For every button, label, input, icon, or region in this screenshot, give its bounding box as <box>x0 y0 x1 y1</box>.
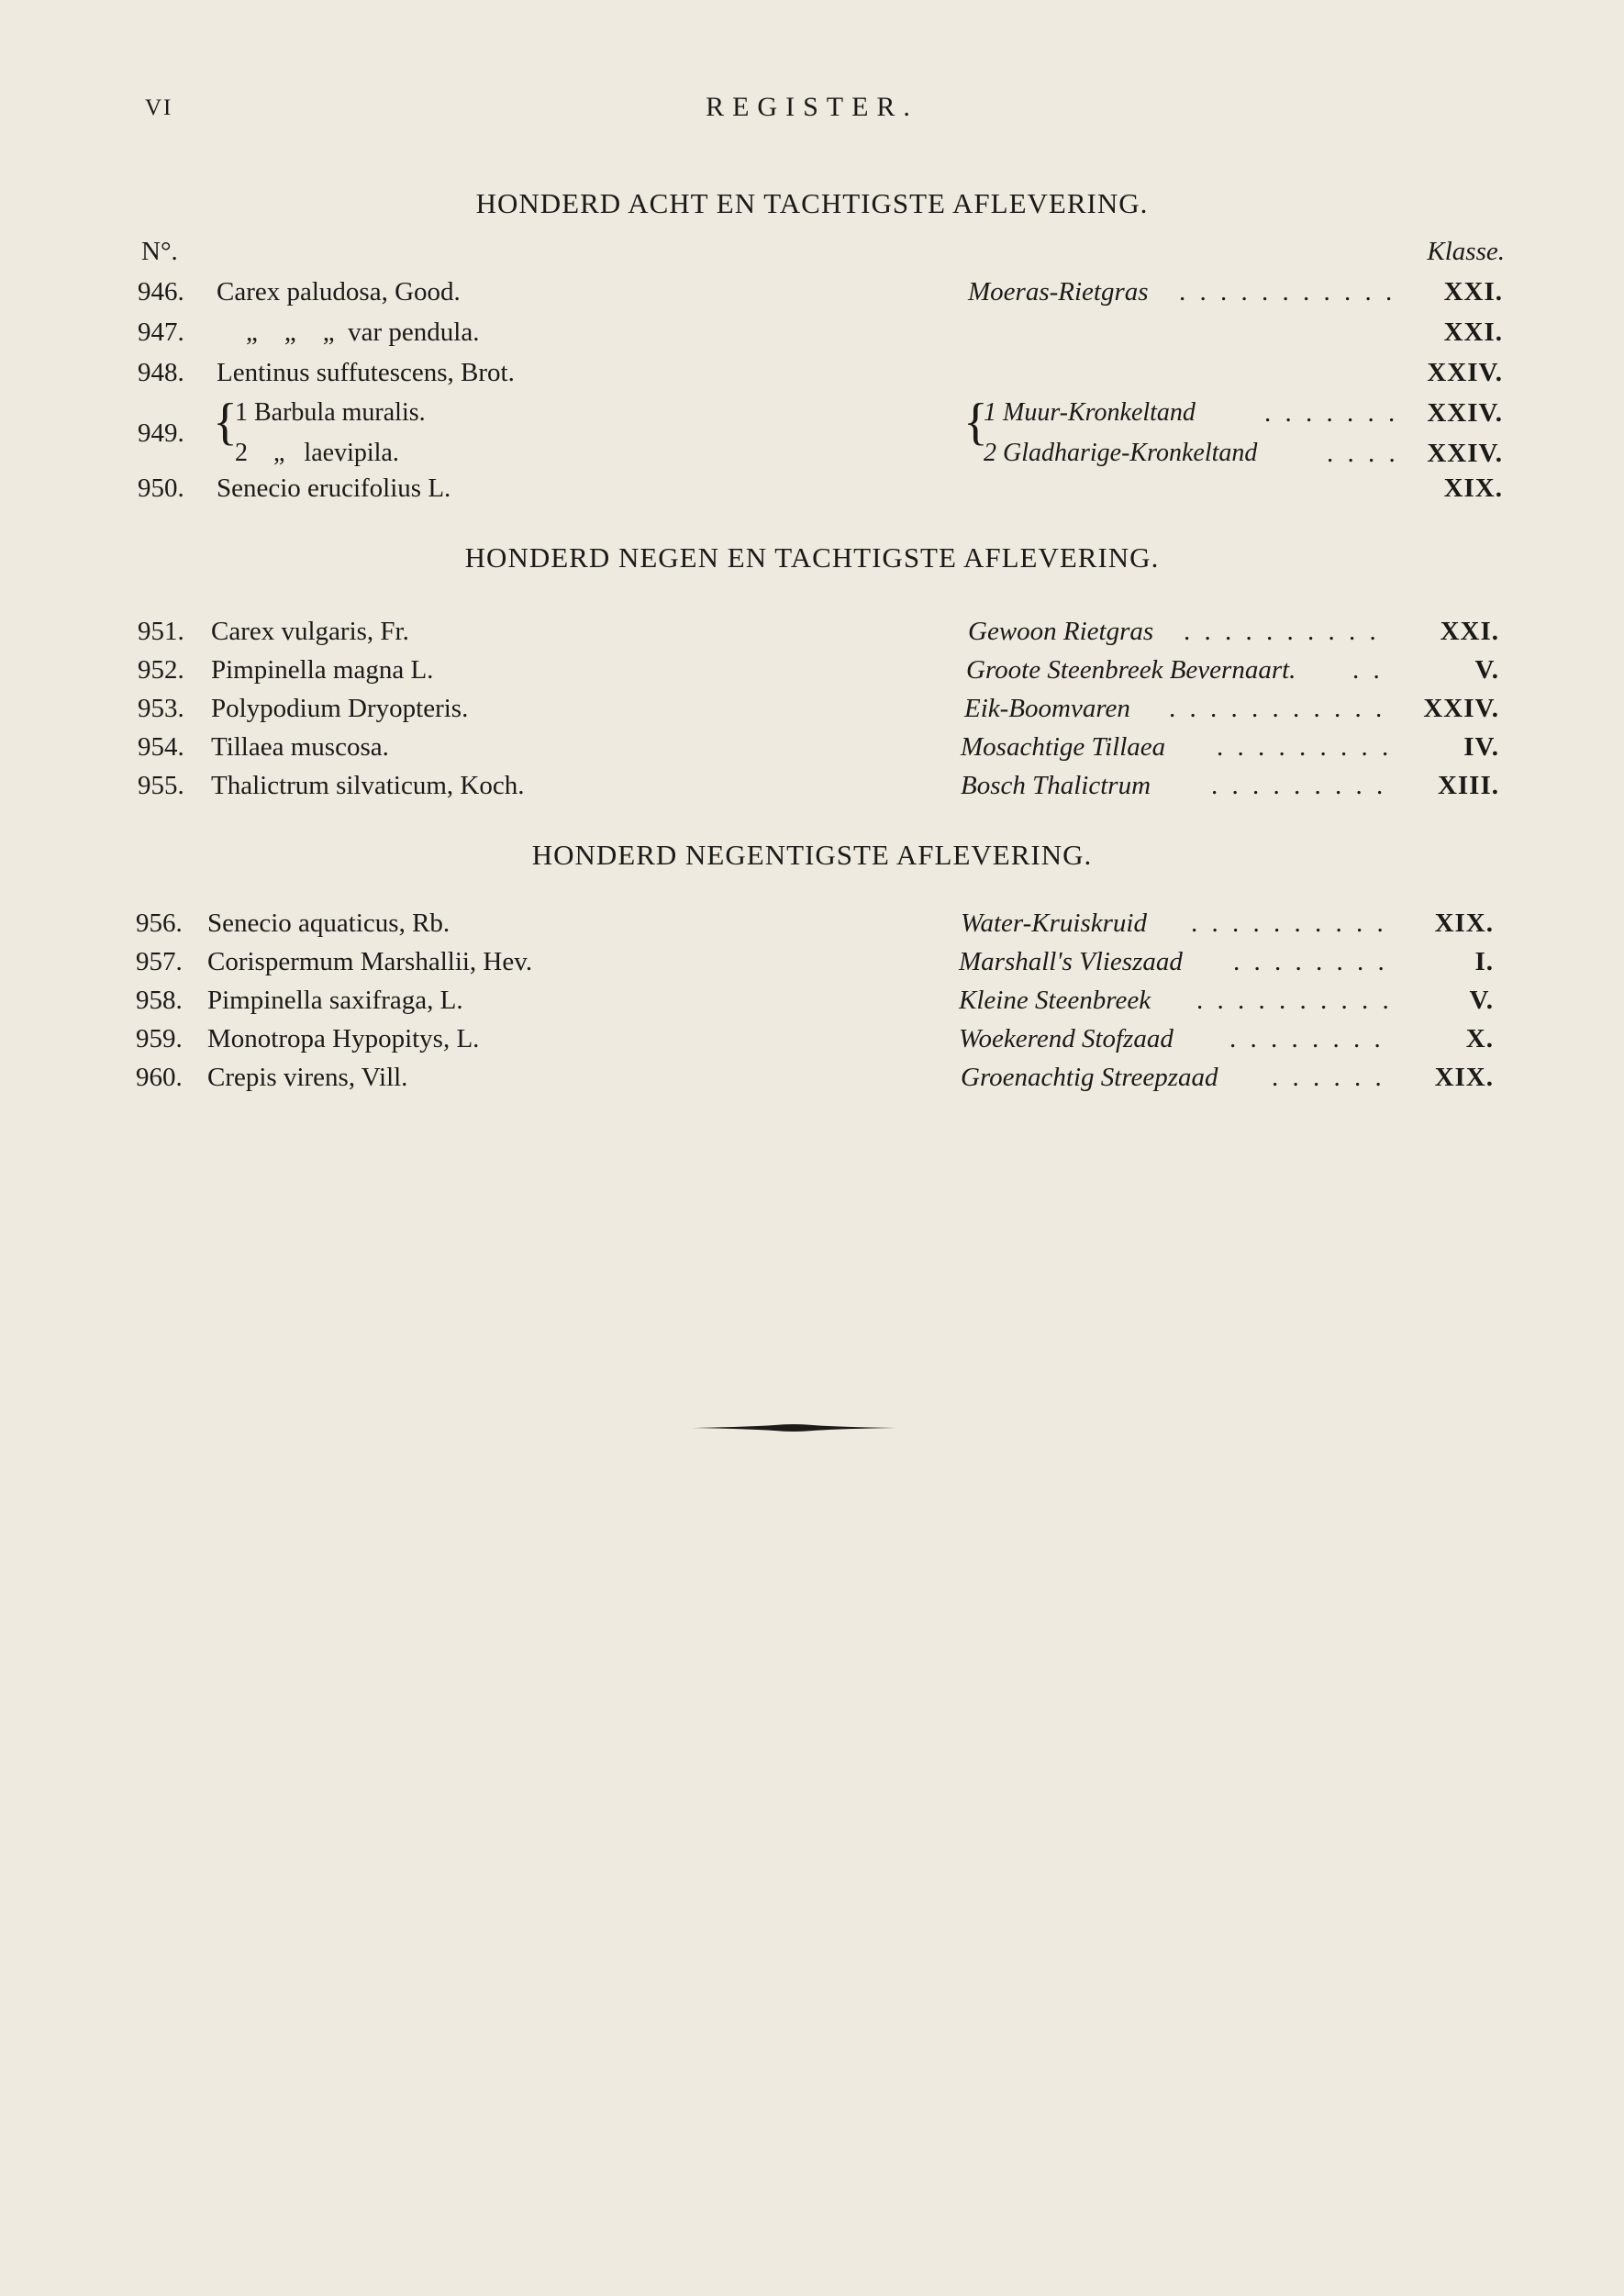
entry-row <box>0 767 1624 804</box>
dutch-name: Water-Kruiskruid <box>961 908 1147 938</box>
dutch-name: Gewoon Rietgras <box>968 617 1154 646</box>
entry-number: 956. <box>136 908 183 938</box>
entry-number: 953. <box>138 694 184 723</box>
entry-row <box>0 273 1624 310</box>
dutch-name: 1 Muur-Kronkeltand <box>984 398 1196 427</box>
latin-name: „ „ „ var pendula. <box>246 318 480 347</box>
class-number: XXIV. <box>1427 398 1503 428</box>
latin-name: Carex vulgaris, Fr. <box>211 617 409 646</box>
entry-number: 957. <box>136 947 183 976</box>
entry-row <box>0 982 1624 1019</box>
entry-row <box>0 943 1624 980</box>
latin-name: Pimpinella magna L. <box>211 655 434 685</box>
class-number: XIX. <box>1434 908 1494 938</box>
class-number: V. <box>1474 655 1499 685</box>
entry-row <box>0 354 1624 391</box>
entry-number: 954. <box>138 732 184 762</box>
entry-number: 949. <box>138 418 184 448</box>
class-number: XXI. <box>1443 277 1503 307</box>
class-number: V. <box>1469 986 1494 1015</box>
leader-dots: . . . . . . . <box>1264 398 1399 428</box>
entry-number: 959. <box>136 1024 183 1053</box>
entry-row <box>0 690 1624 727</box>
entry-row <box>0 613 1624 650</box>
entry-row <box>0 1059 1624 1096</box>
leader-dots: . . . . <box>1327 439 1399 468</box>
entry-number: 951. <box>138 617 184 646</box>
right-brace: { <box>963 394 988 451</box>
section-title-188: HONDERD ACHT EN TACHTIGSTE AFLEVERING. <box>475 187 1149 219</box>
entry-row-paired <box>0 395 1624 475</box>
dutch-name: Mosachtige Tillaea <box>961 732 1166 762</box>
dutch-name: Moeras-Rietgras <box>968 277 1149 307</box>
entry-number: 946. <box>138 277 184 307</box>
dutch-name: Marshall's Vlieszaad <box>959 947 1183 976</box>
class-number: XIX. <box>1434 1063 1494 1092</box>
latin-name: Lentinus suffutescens, Brot. <box>217 358 515 387</box>
class-number: XXI. <box>1440 617 1499 646</box>
end-ornament-rule <box>692 1422 895 1433</box>
left-brace: { <box>213 394 238 451</box>
entry-row <box>0 1020 1624 1057</box>
class-number: XXIV. <box>1427 358 1503 387</box>
latin-name: Corispermum Marshallii, Hev. <box>207 947 533 976</box>
class-number: XIII. <box>1437 771 1499 800</box>
entry-number: 960. <box>136 1063 183 1092</box>
running-title: REGISTER. <box>706 92 918 122</box>
leader-dots: . . . . . . . . <box>1233 947 1388 976</box>
leader-dots: . . . . . . . . . . <box>1184 617 1380 646</box>
leader-dots: . . . . . . . . . . <box>1191 908 1387 938</box>
entry-number: 950. <box>138 474 184 503</box>
dutch-name: 2 Gladharige-Kronkeltand <box>984 439 1258 467</box>
dutch-name: Woekerend Stofzaad <box>959 1024 1174 1053</box>
latin-name: Crepis virens, Vill. <box>207 1063 408 1092</box>
entry-number: 952. <box>138 655 184 685</box>
latin-name: Senecio aquaticus, Rb. <box>207 908 450 938</box>
class-number: X. <box>1465 1024 1494 1053</box>
entry-number: 947. <box>138 318 184 347</box>
dutch-name: Bosch Thalictrum <box>961 771 1151 800</box>
class-number: XXIV. <box>1427 439 1503 468</box>
latin-name: 1 Barbula muralis. <box>235 398 426 427</box>
class-column-label: Klasse. <box>1427 237 1505 266</box>
class-number: XXIV. <box>1423 694 1499 723</box>
latin-name: Thalictrum silvaticum, Koch. <box>211 771 525 800</box>
latin-name: 2 „ laevipila. <box>235 439 399 467</box>
dutch-name: Eik-Boomvaren <box>964 694 1130 723</box>
latin-name: Carex paludosa, Good. <box>217 277 461 307</box>
entry-row <box>0 314 1624 351</box>
entry-row <box>0 905 1624 942</box>
leader-dots: . . . . . . . . . <box>1211 771 1387 800</box>
entry-row <box>0 470 1624 507</box>
dutch-name: Kleine Steenbreek <box>959 986 1151 1015</box>
entry-number: 958. <box>136 986 183 1015</box>
entry-number: 948. <box>138 358 184 387</box>
section-title-189: HONDERD NEGEN EN TACHTIGSTE AFLEVERING. <box>464 541 1160 574</box>
entry-number: 955. <box>138 771 184 800</box>
leader-dots: . . . . . . . . . . . <box>1169 694 1386 723</box>
number-column-label: N°. <box>141 237 178 266</box>
leader-dots: . . . . . . . . . <box>1217 732 1393 762</box>
leader-dots: . . <box>1352 655 1384 685</box>
leader-dots: . . . . . . <box>1272 1063 1385 1092</box>
dutch-name: Groote Steenbreek Bevernaart. <box>966 655 1296 685</box>
latin-name: Polypodium Dryopteris. <box>211 694 469 723</box>
latin-name: Senecio erucifolius L. <box>217 474 451 503</box>
entry-row <box>0 729 1624 765</box>
entry-row <box>0 652 1624 688</box>
class-number: XIX. <box>1443 474 1503 503</box>
leader-dots: . . . . . . . . . . <box>1196 986 1393 1015</box>
section-title-190: HONDERD NEGENTIGSTE AFLEVERING. <box>531 839 1093 871</box>
latin-name: Pimpinella saxifraga, L. <box>207 986 463 1015</box>
latin-name: Tillaea muscosa. <box>211 732 389 762</box>
latin-name: Monotropa Hypopitys, L. <box>207 1024 480 1053</box>
class-number: IV. <box>1463 732 1499 762</box>
leader-dots: . . . . . . . . <box>1229 1024 1385 1053</box>
dutch-name: Groenachtig Streepzaad <box>961 1063 1218 1092</box>
leader-dots: . . . . . . . . . . . <box>1179 277 1396 307</box>
class-number: I. <box>1474 947 1494 976</box>
class-number: XXI. <box>1443 318 1503 347</box>
page-number: VI <box>145 95 173 120</box>
